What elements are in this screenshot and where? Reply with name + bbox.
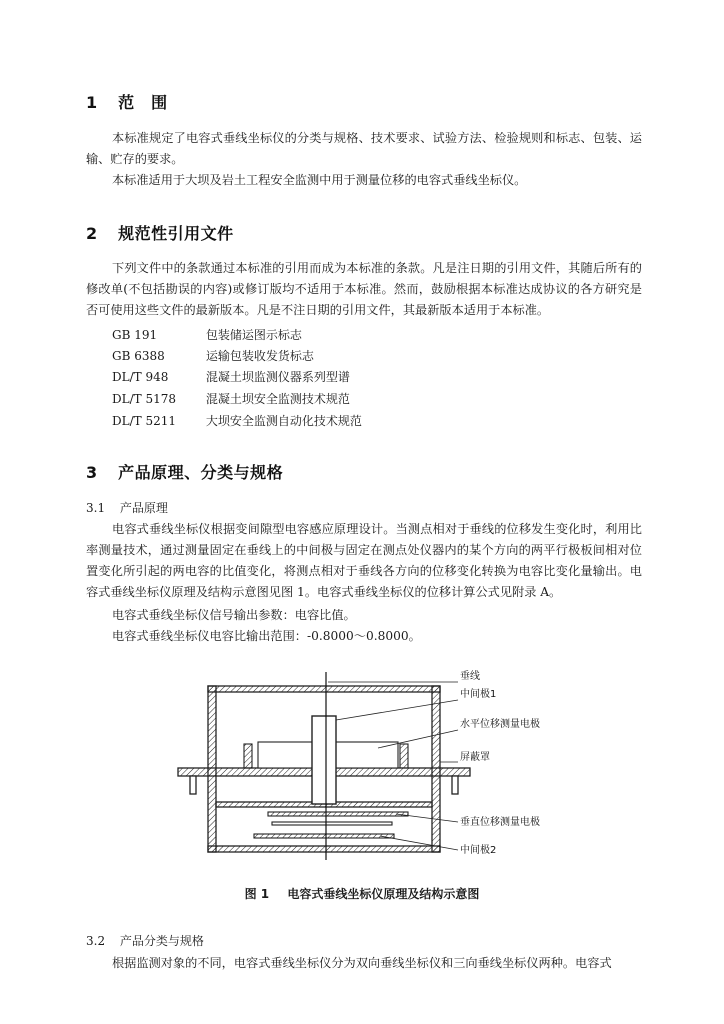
subsection-3-2-number: 3.2	[86, 934, 106, 948]
section-2-number: 2	[86, 224, 98, 243]
subsection-3-1-title: 产品原理	[119, 501, 168, 515]
reference-title: 运输包装收发货标志	[205, 349, 314, 363]
reference-code: GB 6388	[112, 349, 165, 363]
label-middle-pole-1: 中间极1	[460, 689, 497, 700]
reference-title: 混凝土坝监测仪器系列型谱	[205, 370, 350, 384]
subsection-3-1-paragraph-3: 电容式垂线坐标仪电容比输出范围：-0.8000～0.8000。	[112, 629, 421, 643]
section-1-number: 1	[86, 93, 98, 112]
reference-code: DL/T 5178	[112, 392, 176, 406]
label-horizontal-electrode: 水平位移测量电极	[460, 719, 540, 730]
reference-code: GB 191	[112, 328, 158, 342]
section-3-number: 3	[86, 463, 98, 482]
subsection-3-1-paragraph-1: 电容式垂线坐标仪根据变间隙型电容感应原理设计。当测点相对于垂线的位移发生变化时，利用比率测量技术，通过测量固定在垂线上的中间极与固定在测点处仪器内的某个方向的两平行极板间相对位置变化所引起的两电容的比值变化，将测点相对于垂线各方向的位移变化转换为电容比变化量输出。电容式垂线坐标仪原理及结构示意图见图 1。电容式垂线坐标仪的位移计算公式见附录 A。	[86, 522, 642, 599]
section-2-title: 规范性引用文件	[118, 224, 234, 243]
figure-1-title: 电容式垂线坐标仪原理及结构示意图	[287, 887, 480, 901]
label-shield: 屏蔽罩	[460, 752, 490, 763]
section-1-title: 范 围	[118, 93, 168, 112]
reference-title: 包装储运图示标志	[205, 328, 302, 342]
subsection-3-2-heading	[86, 932, 204, 949]
reference-title: 混凝土坝安全监测技术规范	[205, 392, 350, 406]
figure-1-number: 图 1	[244, 887, 270, 901]
reference-code: DL/T 5211	[112, 414, 176, 428]
figure-1-caption	[0, 885, 724, 902]
reference-code: DL/T 948	[112, 370, 169, 384]
subsection-3-2-title: 产品分类与规格	[119, 934, 204, 948]
reference-title: 大坝安全监测自动化技术规范	[205, 414, 362, 428]
section-3-title: 产品原理、分类与规格	[118, 463, 284, 482]
subsection-3-1-number: 3.1	[86, 501, 106, 515]
label-middle-pole-2: 中间极2	[460, 845, 497, 856]
section-2-intro: 下列文件中的条款通过本标准的引用而成为本标准的条款。凡是注日期的引用文件，其随后所有的修改单(不包括勘误的内容)或修订版均不适用于本标准。然而，鼓励根据本标准达成协议的各方研究是否可使用这些文件的最新版本。凡是不注日期的引用文件，其最新版本适用于本标准。	[86, 261, 642, 317]
section-1-paragraph-2: 本标准适用于大坝及岩土工程安全监测中用于测量位移的电容式垂线坐标仪。	[112, 173, 527, 187]
label-vertical-electrode: 垂直位移测量电极	[460, 817, 540, 828]
label-plumb-line: 垂线	[460, 671, 480, 682]
section-1-paragraph-1: 本标准规定了电容式垂线坐标仪的分类与规格、技术要求、试验方法、检验规则和标志、包装、运输、贮存的要求。	[86, 131, 642, 166]
subsection-3-1-paragraph-2: 电容式垂线坐标仪信号输出参数：电容比值。	[112, 608, 356, 622]
subsection-3-2-paragraph: 根据监测对象的不同，电容式垂线坐标仪分为双向垂线坐标仪和三向垂线坐标仪两种。电容式	[112, 956, 612, 970]
